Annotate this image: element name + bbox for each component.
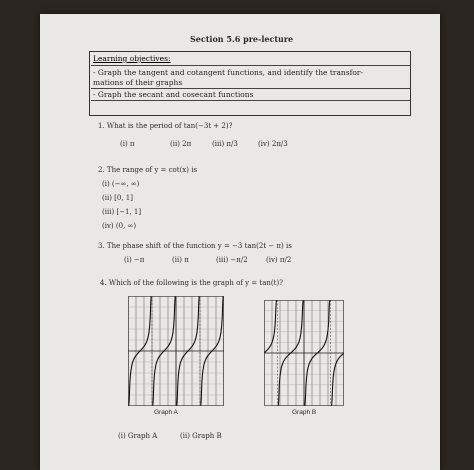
objective-item: - Graph the secant and cosecant functions [93, 90, 254, 99]
question-4-text: 4. Which of the following is the graph of y = tan(t)? [100, 279, 283, 287]
graph-b-caption: Graph B [292, 409, 317, 416]
objective-item: mations of their graphs [93, 78, 183, 87]
q3-option-i: (i) −π [124, 256, 145, 264]
graph-b [264, 300, 344, 406]
question-3-text: 3. The phase shift of the function y = −3 tan(2t − π) is [98, 242, 292, 250]
learning-objectives-box [89, 51, 411, 116]
q1-option-ii: (ii) 2π [170, 140, 192, 148]
question-2-text: 2. The range of y = cot(x) is [98, 166, 198, 174]
q3-option-iii: (iii) −π/2 [216, 256, 248, 264]
q4-option-i: (i) Graph A [118, 432, 158, 440]
divider [91, 100, 410, 101]
q4-option-ii: (ii) Graph B [180, 432, 222, 440]
divider [91, 65, 410, 66]
q1-option-i: (i) π [120, 140, 135, 148]
divider [91, 88, 410, 89]
objectives-heading: Learning objectives: [93, 54, 171, 63]
q3-option-ii: (ii) π [172, 256, 189, 264]
graph-a-caption: Graph A [154, 409, 178, 416]
q3-option-iv: (iv) π/2 [266, 256, 292, 264]
q2-option-ii: (ii) [0, 1] [102, 194, 133, 202]
graph-a [128, 296, 224, 406]
q2-option-iv: (iv) (0, ∞) [102, 222, 137, 230]
objective-item: - Graph the tangent and cotangent functions, and identify the transfor- [93, 68, 364, 77]
q1-option-iii: (iii) π/3 [212, 140, 238, 148]
page-title: Section 5.6 pre-lecture [190, 34, 294, 44]
q1-option-iv: (iv) 2π/3 [258, 140, 288, 148]
worksheet-page [40, 14, 440, 470]
q2-option-iii: (iii) [−1, 1] [102, 208, 142, 216]
q2-option-i: (i) (−∞, ∞) [102, 180, 140, 188]
question-1-text: 1. What is the period of tan(−3t + 2)? [98, 122, 233, 130]
